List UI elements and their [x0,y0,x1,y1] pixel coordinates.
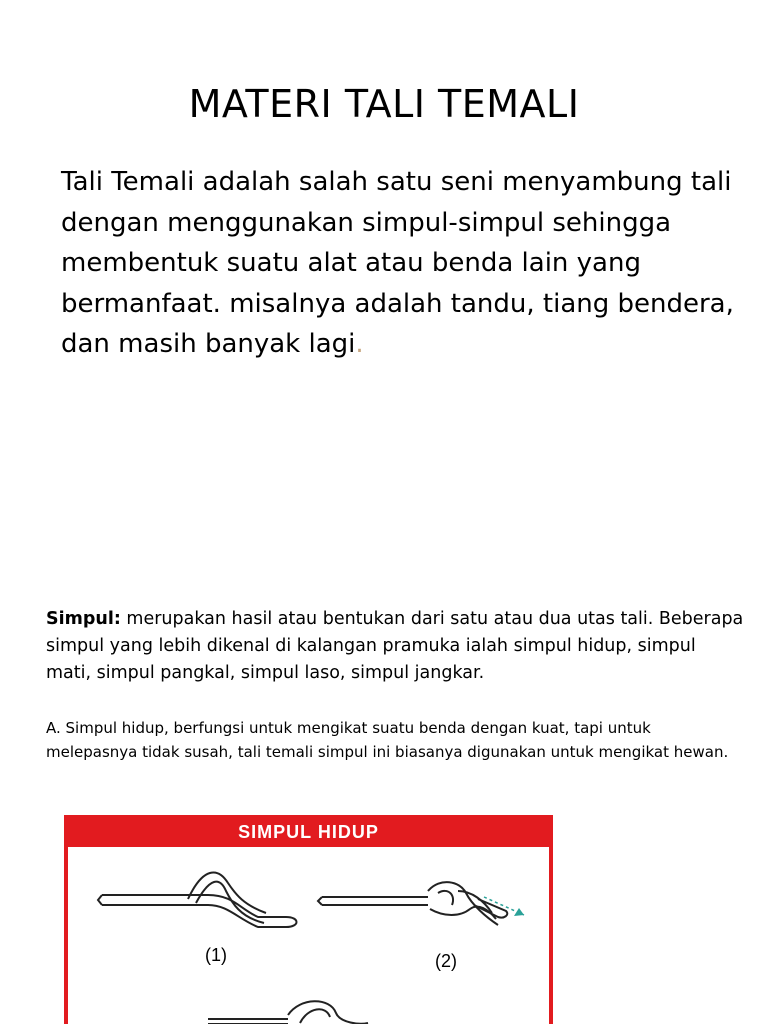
intro-text: Tali Temali adalah salah satu seni menyambung tali dengan menggunakan simpul-simpul sehingga membentuk suatu alat atau benda lain yang bermanfaat. misalnya adalah tandu, tiang bendera, dan masih banyak lagi [61,167,734,359]
figure-banner: SIMPUL HIDUP [238,822,379,842]
simpul-hidup-figure [64,815,553,1024]
knot-illustration [68,847,549,1024]
simpul-definition-text: merupakan hasil atau bentukan dari satu atau dua utas tali. Beberapa simpul yang lebih dikenal di kalangan pramuka ialah simpul hidup, simpul mati, simpul pangkal, simpul laso, simpul jangkar. [46,609,744,683]
simpul-hidup-paragraph: A. Simpul hidup, berfungsi untuk mengikat suatu benda dengan kuat, tapi untuk melepasnya tidak susah, tali temali simpul ini biasanya digunakan untuk mengikat hewan. [46,719,729,761]
knot-step-1-drawing [98,872,297,927]
page-title: MATERI TALI TEMALI [188,82,580,126]
figure-label-2: (2) [435,951,457,971]
figure-panel [68,847,549,1024]
knot-step-2-drawing [318,882,507,925]
simpul-definition [46,606,746,687]
knot-step-3-drawing [208,1001,368,1024]
intro-paragraph [61,162,741,365]
intro-trailing-dot: . [355,329,364,359]
figure-label-1: (1) [205,945,227,965]
simpul-term: Simpul: [46,609,121,629]
